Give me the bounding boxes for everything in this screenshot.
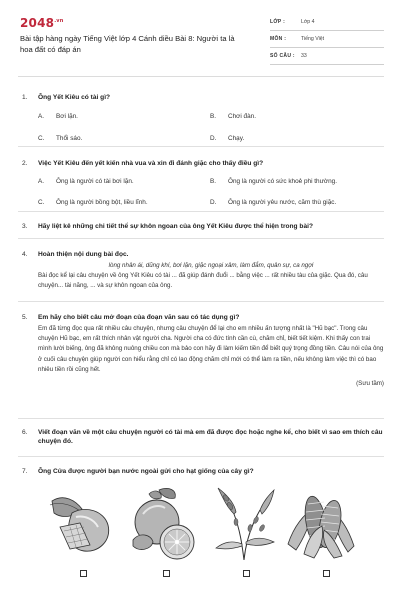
question-text: Hoàn thiện nội dung bài đọc. (38, 251, 129, 258)
question-2 (18, 159, 384, 168)
meta-key: LỚP : (270, 19, 286, 25)
option-label: A. (38, 113, 45, 120)
fill-in-passage: Bài đọc kể lại câu chuyện về ông Yết Kiêu có tài ... đã giúp đánh đuổi ... bằng việc ... rất nhiều tàu của giặc. Qua đó, câu chuyện... tài năng, ... và sự khôn ngoan của ông. (38, 272, 368, 290)
question-number: 3. (22, 223, 28, 230)
option-c[interactable] (38, 199, 148, 206)
rice-plant-illustration (212, 484, 276, 562)
question-7 (18, 467, 384, 476)
option-label: C. (38, 135, 45, 142)
divider (18, 301, 384, 302)
mango-illustration (46, 487, 120, 559)
question-text: Em hãy cho biết câu mở đoạn của đoạn văn sau có tác dụng gì? (38, 314, 240, 321)
answer-checkbox[interactable] (80, 570, 87, 577)
question-number: 5. (22, 314, 28, 321)
option-c[interactable] (38, 135, 82, 142)
question-text: Ông Cửa được người bạn nước ngoài gửi cho hạt giống của cây gì? (38, 468, 254, 475)
question-number: 7. (22, 468, 28, 475)
meta-key: SỐ CÂU : (270, 53, 295, 59)
option-label: D. (210, 135, 217, 142)
option-text: Ông là người yêu nước, căm thù giặc. (228, 199, 337, 206)
corn-illustration (284, 484, 358, 562)
meta-row-class (270, 14, 384, 31)
option-text: Bơi lặn. (56, 113, 78, 120)
option-text: Chơi đàn. (228, 113, 256, 120)
question-1 (18, 93, 384, 102)
question-text: Viết đoạn văn về một câu chuyện người có tài mà em đã được đọc hoặc nghe kể, cho biết vì sao em thích câu chuyện đó. (38, 429, 383, 445)
question-head (18, 313, 384, 322)
question-head (18, 222, 384, 231)
question-3 (18, 222, 384, 231)
meta-table (270, 14, 384, 65)
divider (18, 418, 384, 419)
question-number: 1. (22, 94, 28, 101)
option-b[interactable] (210, 113, 256, 120)
divider (18, 146, 384, 147)
option-d[interactable] (210, 199, 336, 206)
question-head (18, 159, 384, 168)
option-text: Ông là người bồng bột, liều lĩnh. (56, 199, 148, 206)
option-label: B. (210, 178, 217, 185)
divider (18, 456, 384, 457)
option-text: Ông là người có sức khoẻ phi thường. (228, 178, 337, 185)
header-divider (18, 76, 384, 77)
site-logo[interactable] (20, 16, 64, 30)
answer-checkbox[interactable] (323, 570, 330, 577)
meta-row-count (270, 48, 384, 65)
meta-key: MÔN : (270, 36, 287, 42)
divider (18, 238, 384, 239)
answer-checkbox[interactable] (243, 570, 250, 577)
question-number: 4. (22, 251, 28, 258)
meta-value: Tiếng Việt (301, 36, 325, 42)
option-a[interactable] (38, 178, 134, 185)
question-head (18, 428, 384, 446)
word-bank: lòng nhân ái, dũng khí, bơi lặn, giặc ngoại xâm, làm đắm, quân sự, ca ngợi (108, 262, 314, 269)
document-title: Bài tập hàng ngày Tiếng Việt lớp 4 Cánh diều Bài 8: Người ta là hoa đất có đáp án (20, 34, 235, 54)
answer-checkbox[interactable] (163, 570, 170, 577)
question-text: Việc Yết Kiêu đến yết kiến nhà vua và xin đi đánh giặc cho thấy điều gì? (38, 160, 264, 167)
option-label: C. (38, 199, 45, 206)
option-label: A. (38, 178, 45, 185)
question-6 (18, 428, 384, 446)
option-text: Ông là người có tài bơi lặn. (56, 178, 134, 185)
logo-suffix: .vn (54, 18, 64, 24)
question-5 (18, 313, 384, 387)
question-head (18, 467, 384, 476)
reading-passage: Em đã từng đọc qua rất nhiều câu chuyện, nhưng câu chuyện để lại cho em nhiều ấn tượng nhất là "Hũ bạc". Trong câu chuyện Hũ bạc, em rất thích nhân vật người cha. Người cha có đức tính cần cù, chăm chỉ, biết tiết kiệm. Khi thấy con trai mình lười biếng, ông đã không nuông chiều con mà bảo con hãy đi làm kiếm tiền để biết quý trọng đồng tiền. Câu nói của ông ở cuối câu chuyện giúp người con hiểu rằng chỉ có lao động chăm chỉ mới có thể làm ra tiền, nếu không làm việc thì có bao nhiêu tiền rồi cũng hết. (38, 325, 384, 373)
question-text: Hãy liệt kê những chi tiết thể sự khôn ngoan của ông Yết Kiêu được thể hiện trong bài? (38, 223, 313, 230)
logo-text: 2048 (20, 16, 55, 30)
question-text: Ông Yết Kiêu có tài gì? (38, 94, 111, 101)
option-a[interactable] (38, 113, 78, 120)
question-number: 6. (22, 429, 28, 436)
option-text: Chạy. (228, 135, 245, 142)
question-head (18, 93, 384, 102)
header (18, 14, 384, 72)
divider (18, 211, 384, 212)
meta-value: 33 (301, 53, 307, 59)
option-d[interactable] (210, 135, 244, 142)
meta-value: Lớp 4 (301, 19, 315, 25)
question-number: 2. (22, 160, 28, 167)
orange-illustration (125, 484, 205, 562)
source-note: (Sưu tầm) (356, 380, 384, 388)
option-text: Thổi sáo. (56, 135, 83, 142)
question-4 (18, 250, 384, 292)
option-label: D. (210, 199, 217, 206)
option-label: B. (210, 113, 217, 120)
meta-row-subject (270, 31, 384, 48)
question-head (18, 250, 384, 259)
option-b[interactable] (210, 178, 337, 185)
